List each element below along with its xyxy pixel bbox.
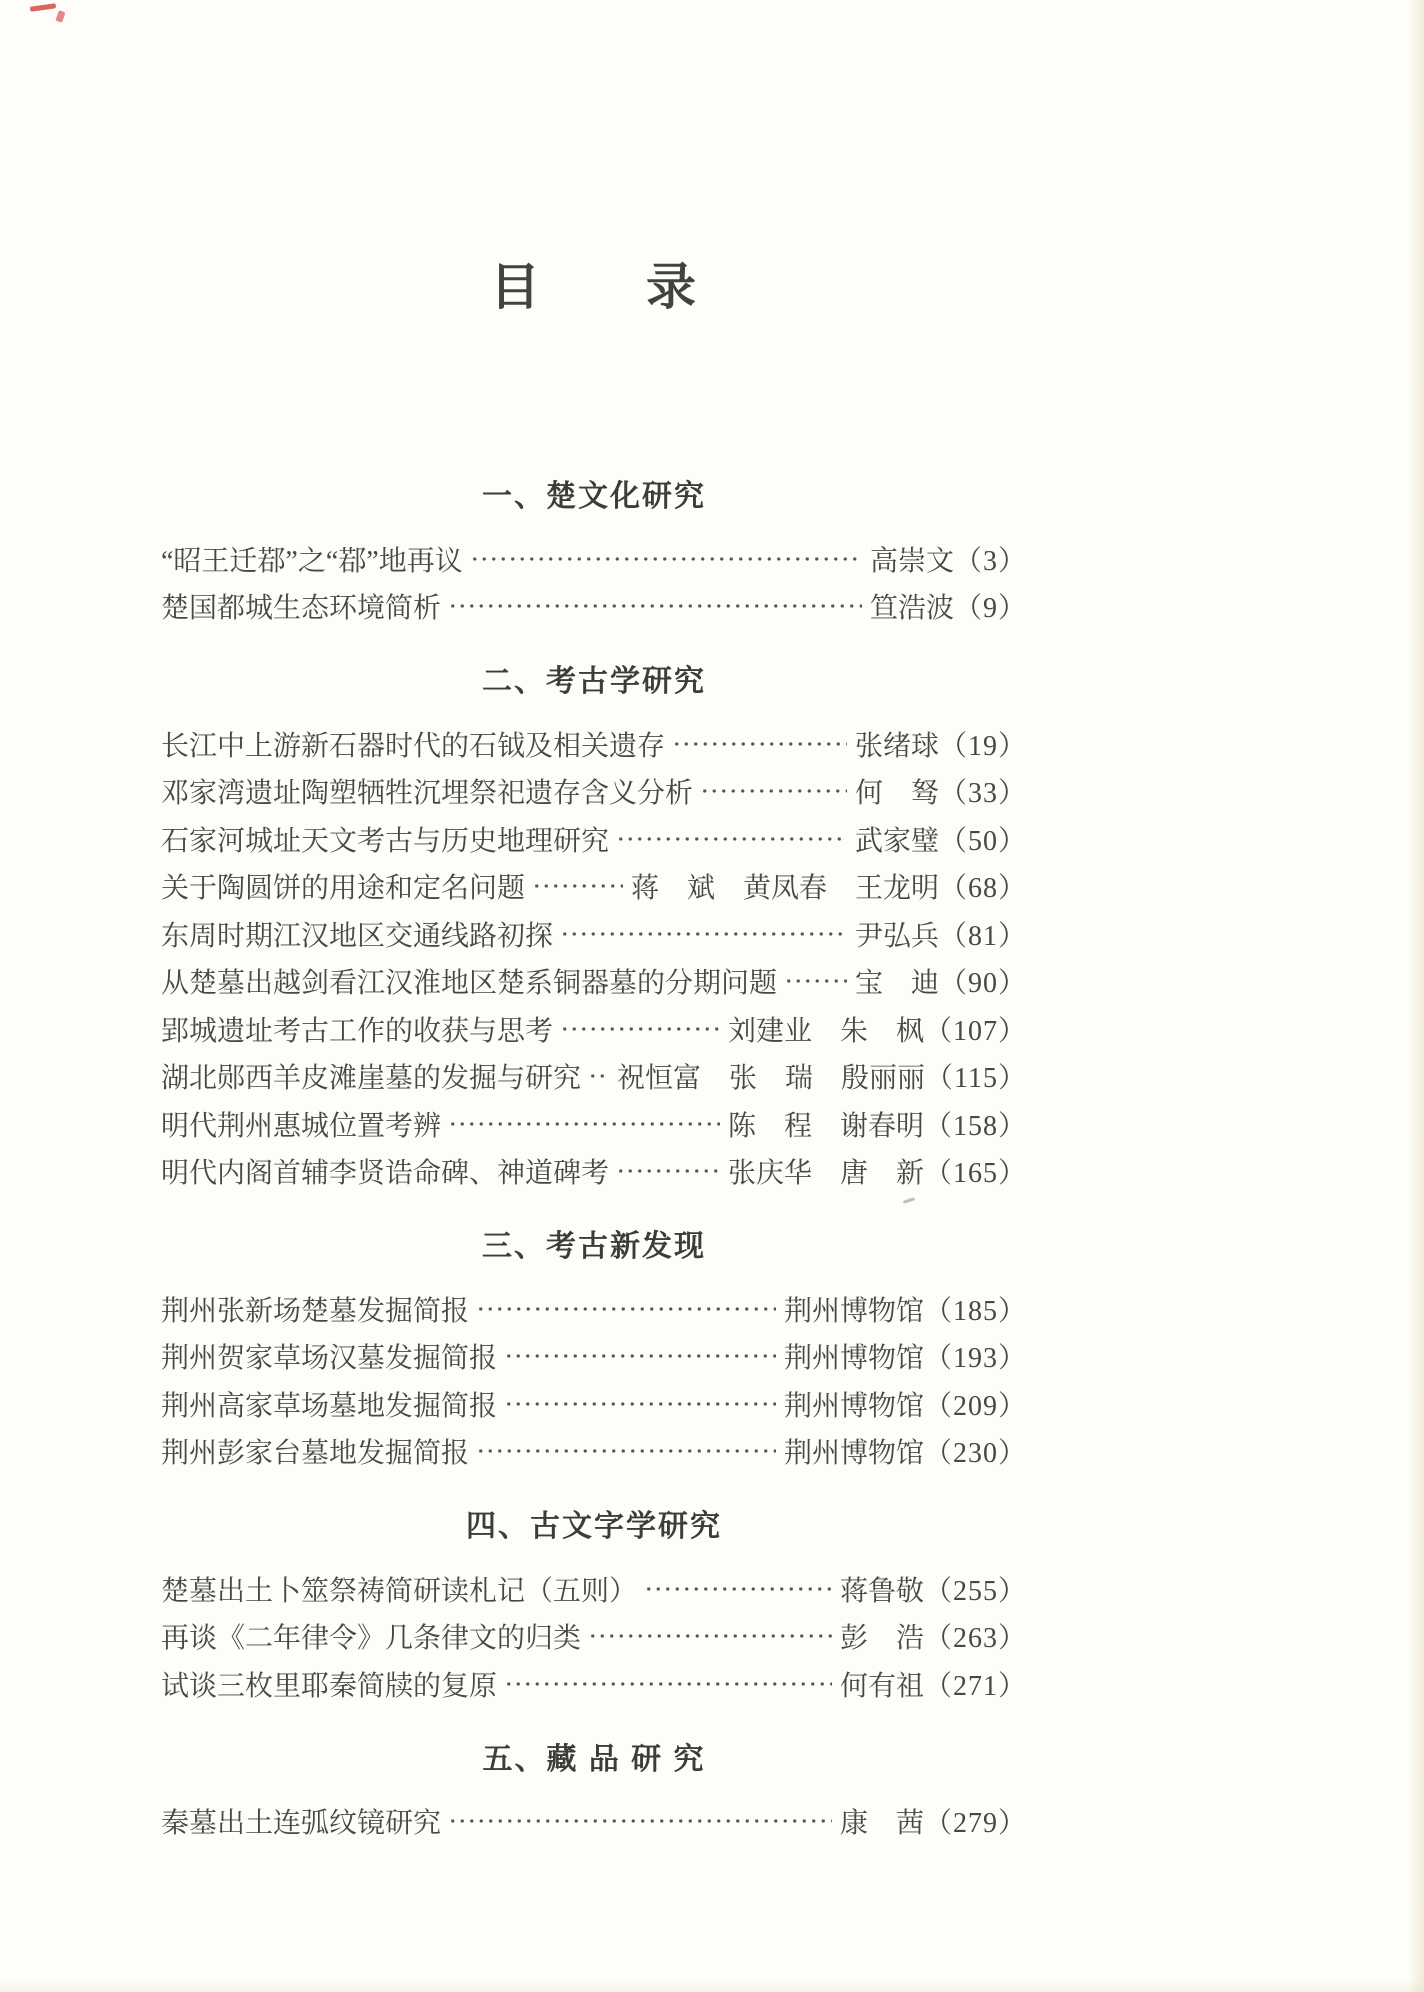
section-entries: [161, 1565, 1027, 1708]
toc-entry-row: [161, 535, 1027, 583]
toc-entry-row: [161, 958, 1027, 1006]
entry-page-number: （255）: [923, 1575, 1027, 1607]
entry-title: 东周时期江汉地区交通线路初探: [161, 920, 554, 952]
toc-entry-row: [161, 1428, 1027, 1476]
dotted-leader: [614, 815, 847, 863]
entry-authors-page: [840, 1664, 1027, 1704]
entry-authors-page: [840, 1801, 1027, 1841]
section-entries: [161, 1798, 1027, 1846]
entry-title: 明代荆州惠城位置考辨: [161, 1110, 442, 1142]
entry-authors: 祝恒富 张 瑞 殷丽丽: [617, 1063, 926, 1095]
dotted-leader: [586, 1613, 832, 1661]
toc-section: [161, 473, 1027, 630]
entry-authors: 荆州博物馆: [783, 1390, 924, 1422]
entry-title: 再谈《二年律令》几条律文的归类: [161, 1623, 582, 1655]
entry-authors-page: [840, 1616, 1027, 1656]
entry-authors-page: [784, 1431, 1027, 1471]
toc-entry-row: [161, 815, 1027, 863]
toc-entry-row: [161, 1660, 1027, 1708]
dotted-leader: [502, 1660, 832, 1708]
entry-authors-page: [728, 1151, 1027, 1191]
dotted-leader: [642, 1565, 832, 1613]
entry-page-number: （263）: [923, 1623, 1027, 1655]
entry-authors: 尹弘兵: [854, 920, 939, 952]
scan-artifact-red: [55, 10, 65, 23]
scan-artifact-red: [30, 3, 56, 12]
toc-entry-row: [161, 1798, 1027, 1846]
entry-page-number: （90）: [938, 968, 1027, 1000]
dotted-leader: [614, 1148, 720, 1196]
toc-section: [161, 658, 1027, 1195]
entry-authors: 蒋 斌 黄凤春 王龙明: [630, 873, 939, 905]
dotted-leader: [586, 1053, 609, 1101]
entry-authors-page: [728, 1009, 1027, 1049]
entry-page-number: （193）: [923, 1343, 1027, 1375]
toc-entry-row: [161, 1053, 1027, 1101]
entry-title: 明代内阁首辅李贤诰命碑、神道碑考: [161, 1158, 610, 1190]
entry-authors-page: [855, 724, 1027, 764]
entry-page-number: （185）: [923, 1295, 1027, 1327]
toc-content: [161, 252, 1027, 1845]
toc-section: [161, 1223, 1027, 1475]
entry-authors: 何 驽: [854, 778, 939, 810]
dotted-leader: [502, 1380, 776, 1428]
section-heading: 五、藏 品 研 究: [482, 1742, 706, 1776]
entry-title: 郢城遗址考古工作的收获与思考: [161, 1015, 554, 1047]
entry-authors-page: [870, 539, 1027, 579]
entry-page-number: （230）: [923, 1438, 1027, 1470]
entry-authors: 何有祖: [839, 1670, 924, 1702]
entry-authors-page: [840, 1569, 1027, 1609]
entry-authors-page: [855, 819, 1027, 859]
entry-page-number: （9）: [953, 593, 1027, 625]
dotted-leader: [782, 958, 847, 1006]
entry-authors: 彭 浩: [839, 1623, 924, 1655]
entry-title: 石家河城址天文考古与历史地理研究: [161, 825, 610, 857]
dotted-leader: [446, 583, 862, 631]
dotted-leader: [468, 535, 862, 583]
entry-authors: 张绪球: [854, 730, 939, 762]
entry-title: 荆州张新场楚墓发掘简报: [161, 1295, 470, 1327]
dotted-leader: [446, 1798, 832, 1846]
toc-section: [161, 1503, 1027, 1708]
section-entries: [161, 720, 1027, 1195]
entry-authors-page: [784, 1384, 1027, 1424]
entry-title: 荆州贺家草场汉墓发掘简报: [161, 1343, 498, 1375]
entry-authors: 刘建业 朱 枫: [727, 1015, 924, 1047]
entry-title: 楚国都城生态环境简析: [161, 593, 442, 625]
toc-entry-row: [161, 1100, 1027, 1148]
entry-page-number: （279）: [923, 1808, 1027, 1840]
dotted-leader: [474, 1428, 776, 1476]
entry-title: 邓家湾遗址陶塑牺牲沉埋祭祀遗存含义分析: [161, 778, 694, 810]
entry-authors: 陈 程 谢春明: [727, 1110, 924, 1142]
dotted-leader: [502, 1333, 776, 1381]
toc-sections: [161, 473, 1027, 1845]
page-title: 目 录: [490, 259, 698, 315]
dotted-leader: [530, 863, 623, 911]
toc-entry-row: [161, 1565, 1027, 1613]
entry-authors-page: [784, 1336, 1027, 1376]
toc-entry-row: [161, 583, 1027, 631]
entry-authors-page: [870, 586, 1027, 626]
toc-entry-row: [161, 1380, 1027, 1428]
entry-page-number: （158）: [923, 1110, 1027, 1142]
entry-authors: 宝 迪: [854, 968, 939, 1000]
entry-title: 试谈三枚里耶秦简牍的复原: [161, 1670, 498, 1702]
entry-page-number: （19）: [938, 730, 1027, 762]
entry-authors-page: [855, 914, 1027, 954]
entry-page-number: （68）: [938, 873, 1027, 905]
entry-authors: 荆州博物馆: [783, 1438, 924, 1470]
entry-authors-page: [855, 771, 1027, 811]
toc-entry-row: [161, 1333, 1027, 1381]
entry-title: 湖北郧西羊皮滩崖墓的发掘与研究: [161, 1063, 582, 1095]
toc-entry-row: [161, 910, 1027, 958]
toc-entry-row: [161, 720, 1027, 768]
entry-page-number: （115）: [925, 1063, 1027, 1095]
dotted-leader: [698, 768, 847, 816]
entry-authors: 康 茜: [839, 1808, 924, 1840]
entry-page-number: （209）: [923, 1390, 1027, 1422]
toc-entry-row: [161, 768, 1027, 816]
entry-page-number: （3）: [953, 545, 1027, 577]
entry-authors-page: [631, 866, 1027, 906]
section-heading: 一、楚文化研究: [482, 480, 706, 513]
entry-page-number: （107）: [923, 1015, 1027, 1047]
entry-authors: 高崇文: [869, 545, 954, 577]
dotted-leader: [558, 1005, 720, 1053]
entry-authors: 张庆华 唐 新: [727, 1158, 924, 1190]
entry-page-number: （81）: [938, 920, 1027, 952]
section-entries: [161, 535, 1027, 630]
entry-authors-page: [728, 1104, 1027, 1144]
dotted-leader: [474, 1285, 776, 1333]
toc-section: [161, 1736, 1027, 1846]
entry-title: 关于陶圆饼的用途和定名问题: [161, 873, 526, 905]
entry-title: 秦墓出土连弧纹镜研究: [161, 1808, 442, 1840]
entry-authors-page: [617, 1056, 1027, 1096]
entry-page-number: （33）: [938, 778, 1027, 810]
entry-authors: 荆州博物馆: [783, 1295, 924, 1327]
entry-authors: 荆州博物馆: [783, 1343, 924, 1375]
entry-title: 荆州高家草场墓地发掘简报: [161, 1390, 498, 1422]
dotted-leader: [558, 910, 847, 958]
entry-authors: 蒋鲁敬: [839, 1575, 924, 1607]
toc-entry-row: [161, 1613, 1027, 1661]
entry-authors: 武家璧: [854, 825, 939, 857]
entry-title: 荆州彭家台墓地发掘简报: [161, 1438, 470, 1470]
dotted-leader: [670, 720, 847, 768]
entry-title: 长江中上游新石器时代的石钺及相关遗存: [161, 730, 666, 762]
scan-edge-shade: [0, 1980, 1424, 1992]
toc-entry-row: [161, 863, 1027, 911]
toc-entry-row: [161, 1148, 1027, 1196]
section-entries: [161, 1285, 1027, 1475]
entry-authors-page: [784, 1289, 1027, 1329]
entry-page-number: （271）: [923, 1670, 1027, 1702]
section-heading: 三、考古新发现: [482, 1230, 706, 1263]
entry-page-number: （50）: [938, 825, 1027, 857]
entry-authors-page: [855, 961, 1027, 1001]
toc-entry-row: [161, 1005, 1027, 1053]
dotted-leader: [446, 1100, 720, 1148]
entry-page-number: （165）: [923, 1158, 1027, 1190]
entry-title: “昭王迁鄀”之“鄀”地再议: [161, 545, 463, 577]
section-heading: 二、考古学研究: [482, 665, 706, 698]
section-heading: 四、古文字学研究: [466, 1510, 722, 1543]
entry-title: 楚墓出土卜筮祭祷简研读札记（五则）: [161, 1575, 638, 1607]
entry-title: 从楚墓出越剑看江汉淮地区楚系铜器墓的分期问题: [161, 968, 778, 1000]
entry-authors: 笪浩波: [869, 593, 954, 625]
toc-entry-row: [161, 1285, 1027, 1333]
scan-edge-shade: [1408, 0, 1424, 1992]
